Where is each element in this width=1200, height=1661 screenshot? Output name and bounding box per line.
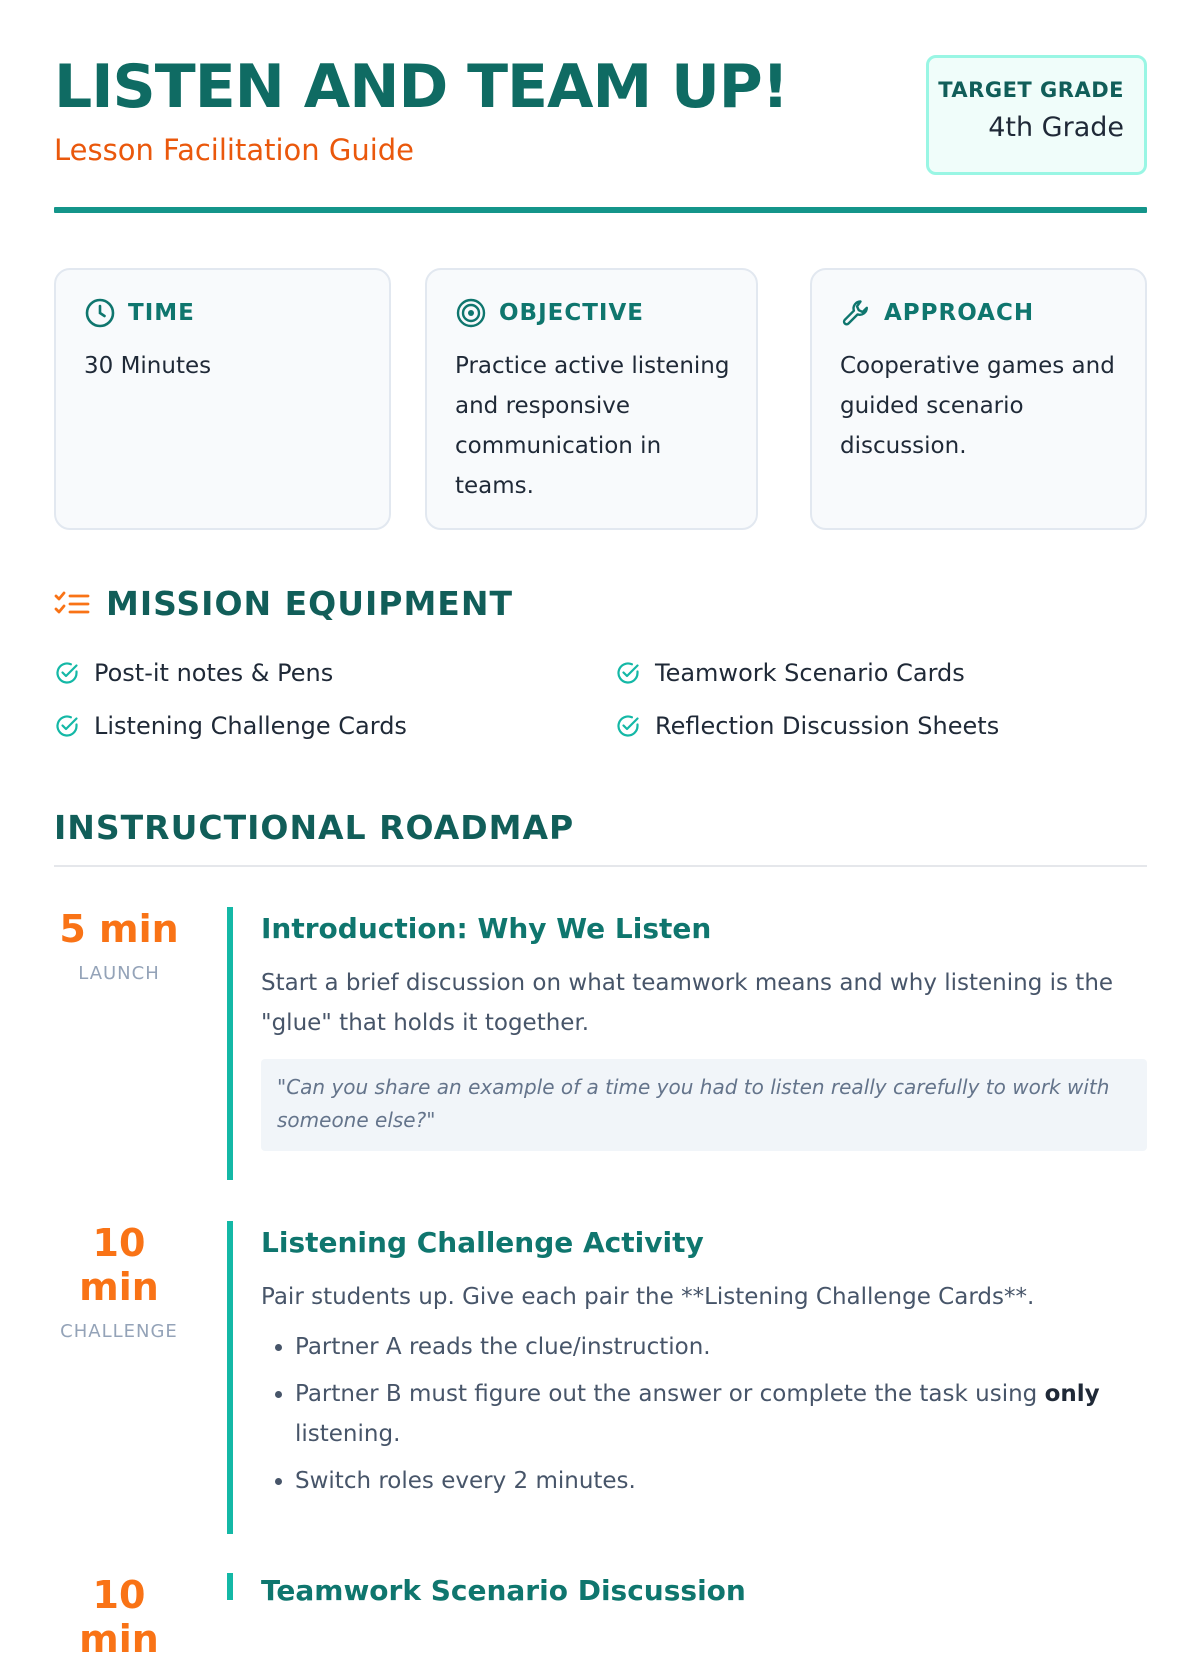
step-bullet: • Partner B must figure out the answer or complete the task using only listening.: [295, 1374, 1147, 1454]
objective-card: [425, 268, 758, 530]
step-body: [261, 1573, 1147, 1609]
step-duration: 10 min: [79, 1221, 159, 1309]
clock-icon: [84, 297, 116, 329]
equipment-item-label: Post-it notes & Pens: [94, 659, 334, 687]
step-description: Pair students up. Give each pair the **Listening Challenge Cards**.: [261, 1284, 1035, 1310]
page-title: LISTEN AND TEAM UP!: [54, 52, 789, 122]
equipment-item-label: Listening Challenge Cards: [94, 712, 407, 740]
checklist-icon: [54, 588, 90, 620]
step-title: Listening Challenge Activity: [261, 1226, 704, 1259]
time-card-text: 30 Minutes: [84, 353, 212, 379]
objective-card-title: OBJECTIVE: [499, 300, 644, 326]
roadmap-step: [54, 1573, 1147, 1661]
check-circle-icon: [54, 713, 80, 739]
step-title: Teamwork Scenario Discussion: [261, 1574, 746, 1607]
step-timeline-bar: [227, 1573, 233, 1600]
approach-card-text: Cooperative games and guided scenario discussion.: [840, 353, 1115, 459]
roadmap-title: INSTRUCTIONAL ROADMAP: [54, 808, 575, 847]
step-bullet-list: [261, 1327, 1147, 1501]
check-circle-icon: [54, 660, 80, 686]
equipment-item: [54, 708, 407, 744]
equipment-header: [54, 584, 513, 623]
step-duration: 5 min: [59, 907, 179, 951]
target-grade-label: TARGET GRADE: [938, 78, 1124, 102]
target-grade-badge: [926, 55, 1147, 175]
check-circle-icon: [615, 660, 641, 686]
equipment-item: [615, 655, 965, 691]
equipment-item: [615, 708, 999, 744]
time-card: [54, 268, 391, 530]
info-cards: [54, 268, 1147, 530]
target-icon: [455, 297, 487, 329]
step-prompt-quote: "Can you share an example of a time you had to listen really carefully to work with someone else?": [261, 1059, 1147, 1151]
target-grade-value: 4th Grade: [988, 112, 1124, 143]
step-body: [261, 907, 1147, 1151]
page-subtitle: Lesson Facilitation Guide: [54, 133, 415, 167]
roadmap-step: [54, 1221, 1147, 1536]
step-description: Start a brief discussion on what teamwork means and why listening is the "glue" that holds it together.: [261, 970, 1114, 1036]
check-circle-icon: [615, 713, 641, 739]
step-phase: CHALLENGE: [60, 1321, 178, 1342]
lesson-guide-page: [54, 0, 1147, 1661]
objective-card-text: Practice active listening and responsive communication in teams.: [455, 353, 730, 499]
wrench-icon: [840, 297, 872, 329]
header-divider: [54, 207, 1147, 213]
step-time: [54, 1573, 184, 1661]
roadmap-step: [54, 907, 1147, 1182]
step-time: [54, 1221, 184, 1342]
step-bullet: • Partner A reads the clue/instruction.: [295, 1327, 1147, 1367]
step-timeline-bar: [227, 907, 233, 1180]
time-card-title: TIME: [128, 300, 195, 326]
step-body: [261, 1221, 1147, 1508]
equipment-item: [54, 655, 333, 691]
step-time: [54, 907, 184, 984]
equipment-title: MISSION EQUIPMENT: [106, 584, 513, 623]
roadmap-divider: [54, 865, 1147, 867]
header: [54, 52, 1147, 215]
approach-card-title: APPROACH: [884, 300, 1035, 326]
equipment-item-label: Reflection Discussion Sheets: [655, 712, 1000, 740]
equipment-item-label: Teamwork Scenario Cards: [655, 659, 965, 687]
step-bullet: • Switch roles every 2 minutes.: [295, 1461, 1147, 1501]
approach-card: [810, 268, 1147, 530]
step-duration: 10 min: [79, 1573, 159, 1661]
step-phase: LAUNCH: [78, 963, 160, 984]
step-timeline-bar: [227, 1221, 233, 1534]
equipment-list: [54, 655, 1147, 765]
step-title: Introduction: Why We Listen: [261, 912, 712, 945]
